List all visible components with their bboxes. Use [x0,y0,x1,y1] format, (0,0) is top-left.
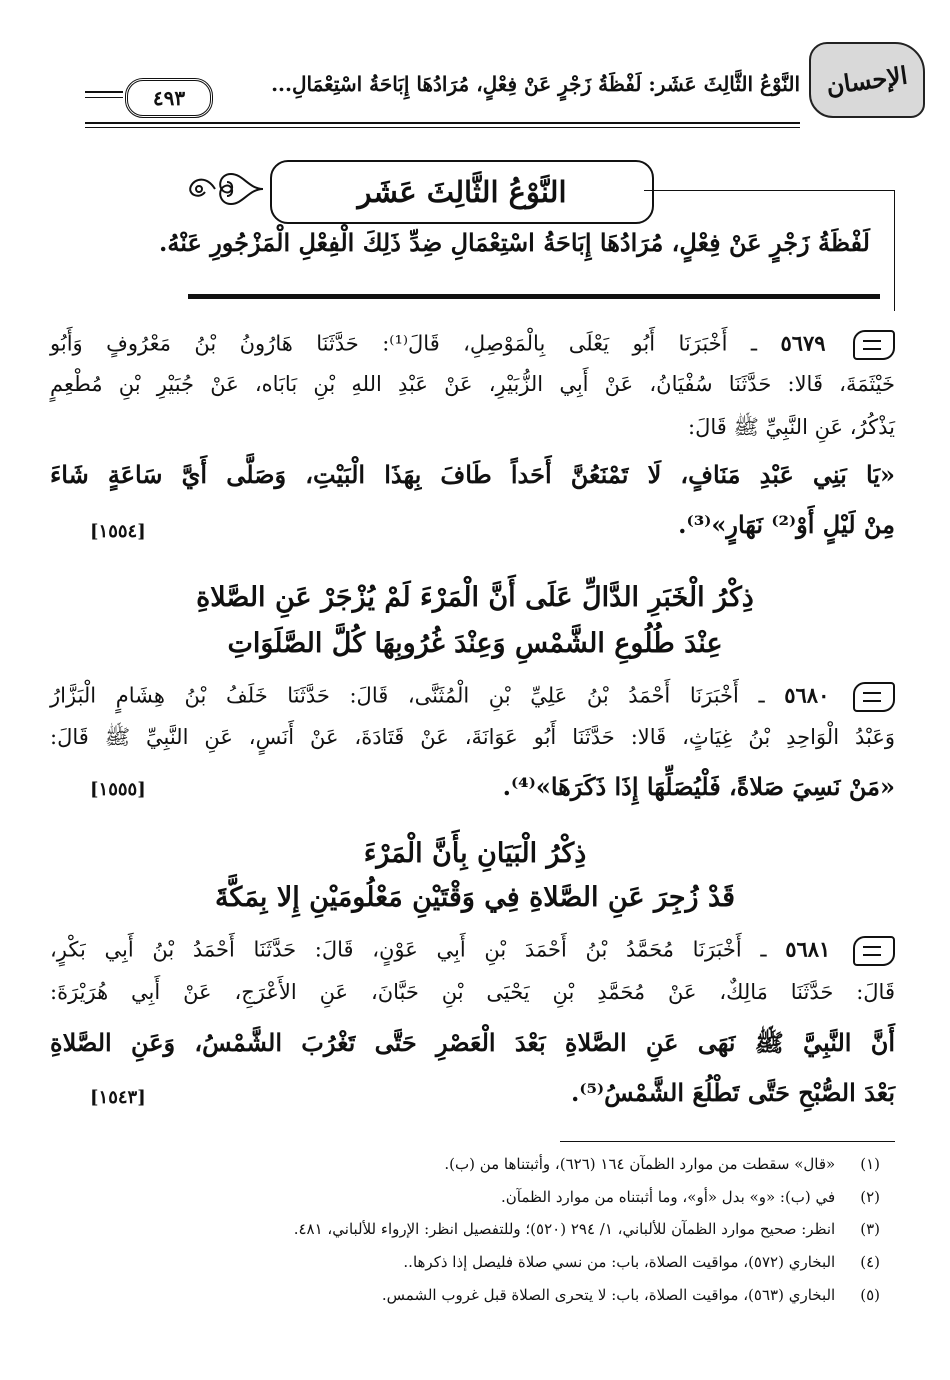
hadith-5681-line-1 [50,936,895,966]
hadith-5680-text-1: «مَنْ نَسِيَ صَلاةً، فَلْيُصَلِّهَا إِذَا ذَكَرَهَا»⁽⁴⁾. [502,772,895,801]
page-number-rule-thin [85,97,123,98]
ornament-icon [185,160,265,218]
footnote [382,1286,880,1304]
footnote [444,1155,880,1173]
footnote [403,1253,880,1271]
hadith-5681-reference: [١٥٤٣] [90,1087,146,1108]
footnote-text: في (ب): «و» بدل «أو»، وما أثبتناه من موارد الظمآن. [501,1188,836,1206]
footnote-rule [560,1141,895,1142]
footnote-text: البخاري (٥٧٢)، مواقيت الصلاة، باب: من نسي صلاة فليصل إذا ذكرها.. [403,1253,836,1271]
page-header [85,30,930,120]
hadith-marker-icon [853,936,895,966]
hadith-5680-reference: [١٥٥٥] [90,779,146,800]
hadith-5679-text-1: «يَا بَنِي عَبْدِ مَنَافٍ، لَا تَمْنَعُنَّ أَحَداً طَافَ بِهَذَا الْبَيْتِ، وَصَلَّى أَيَّ سَاعَةٍ شَاءَ [50,460,895,489]
footnote-text: انظر: صحيح موارد الظمآن للألباني، ١/ ٢٩٤ (٥٢٠)؛ وللتفصيل انظر: الإرواء للألباني، ٤٨١. [293,1220,836,1238]
footnote-number: (٢) [860,1188,880,1206]
hadith-5681-text-1: أَنَّ النَّبِيَّ ﷺ نَهَى عَنِ الصَّلاةِ بَعْدَ الْعَصْرِ حَتَّى تَغْرُبَ الشَّمْسُ، وَعَنِ الصَّلاةِ [50,1028,895,1057]
book-emblem [809,42,925,118]
book-emblem-text: الإحسان [824,59,910,101]
hadith-5679-text-2: مِنْ لَيْلٍ أَوْ⁽²⁾ نَهَارٍ»⁽³⁾. [678,510,895,539]
header-rule [85,122,800,124]
footnote-number: (٤) [860,1253,880,1271]
page-number: ٤٩٣ [125,78,213,118]
chapter-title: النَّوْعُ الثَّالِثَ عَشَر [270,160,654,224]
hadith-5680-line-2: وَعَبْدُ الْوَاحِدِ بْنُ غِيَاثٍ، قَالا: حَدَّثَنَا أَبُو عَوَانَةَ، عَنْ قَتَادَةَ، عَنْ أَنَسٍ، عَنِ النَّبِيِّ ﷺ قَالَ: [50,725,895,749]
hadith-5681-text-2: بَعْدَ الصُّبْحِ حَتَّى تَطْلُعَ الشَّمْسُ⁽⁵⁾. [570,1078,895,1107]
section-heading: قَدْ زُجِرَ عَنِ الصَّلاةِ فِي وَقْتَيْنِ مَعْلُومَيْنِ إِلا بِمَكَّةَ [214,882,736,913]
hadith-5679-reference: [١٥٥٤] [90,521,146,542]
hadith-5681-line-2: قَالَ: حَدَّثَنَا مَالِكٌ، عَنْ مُحَمَّدِ بْنِ يَحْيَى بْنِ حَبَّانَ، عَنِ الأَعْرَجِ، عَنْ أَبِي هُرَيْرَةَ: [50,980,895,1004]
footnote [294,1220,880,1238]
footnote-text: «قال» سقطت من موارد الظمآن ١٦٤ (٦٢٦)، وأثبتناها من (ب). [444,1155,836,1173]
section-heading: عِنْدَ طُلُوعِ الشَّمْسِ وَعِنْدَ غُرُوبِهَا كُلَّ الصَّلَوَاتِ [227,628,723,659]
footnote-number: (٣) [860,1220,880,1238]
hadith-isnad: ـ أَخْبَرَنَا أَحْمَدُ بْنُ عَلِيِّ بْنِ الْمُثَنَّى، قَالَ: حَدَّثَنَا خَلَفُ بْنُ هِشَامٍ الْبَزَّارُ [50,683,765,708]
hadith-number: ٥٦٧٩ [780,330,826,356]
footnote [501,1188,880,1206]
section-heading: ذِكْرُ الْخَبَرِ الدَّالِّ عَلَى أَنَّ الْمَرْءَ لَمْ يُزْجَرْ عَنِ الصَّلاةِ [196,582,754,613]
section-heading: ذِكْرُ الْبَيَانِ بِأَنَّ الْمَرْءَ [363,838,587,869]
footnote-number: (٥) [860,1286,880,1304]
hadith-number: ٥٦٨١ [785,936,831,962]
running-title: النَّوْعُ الثَّالِثَ عَشَر: لَفْظَةُ زَجْرٍ عَنْ فِعْلٍ، مُرَادُهَا إِبَاحَةُ اسْتِعْمَالِ... [271,72,800,96]
footnote-number: (١) [860,1155,880,1173]
section-rule [188,294,880,299]
hadith-marker-icon [853,682,895,712]
hadith-isnad: ـ أَخْبَرَنَا أَبُو يَعْلَى بِالْمَوْصِلِ، قَالَ⁽¹⁾: حَدَّثَنَا هَارُونُ بْنُ مَعْرُوفٍ وَأَبُو [50,331,758,356]
hadith-5679-line-2: خَيْثَمَةَ، قَالا: حَدَّثَنَا سُفْيَانُ، عَنْ أَبِي الزُّبَيْرِ، عَنْ عَبْدِ اللهِ بْنِ بَابَاه، عَنْ جُبَيْرِ بْنِ مُطْعِمٍ [50,372,895,396]
chapter-subtitle: لَفْظَةُ زَجْرٍ عَنْ فِعْلٍ، مُرَادُهَا إِبَاحَةُ اسْتِعْمَالِ ضِدِّ ذَلِكَ الْفِعْلِ الْمَزْجُورِ عَنْهُ. [159,228,870,257]
page-number-rule [85,91,123,93]
hadith-5679-line-3: يَذْكُرُ، عَنِ النَّبِيِّ ﷺ قَالَ: [688,415,895,439]
footnote-text: البخاري (٥٦٣)، مواقيت الصلاة، باب: لا يتحرى الصلاة قبل غروب الشمس. [381,1286,836,1304]
hadith-number: ٥٦٨٠ [784,682,830,708]
header-rule-thin [85,127,800,128]
hadith-isnad: ـ أَخْبَرَنَا مُحَمَّدُ بْنُ أَحْمَدَ بْنِ أَبِي عَوْنٍ، قَالَ: حَدَّثَنَا أَحْمَدُ بْنُ أَبِي بَكْرٍ، [50,937,767,962]
hadith-5680-line-1 [50,682,895,712]
hadith-marker-icon [853,330,895,360]
hadith-5679-line-1 [50,330,895,360]
